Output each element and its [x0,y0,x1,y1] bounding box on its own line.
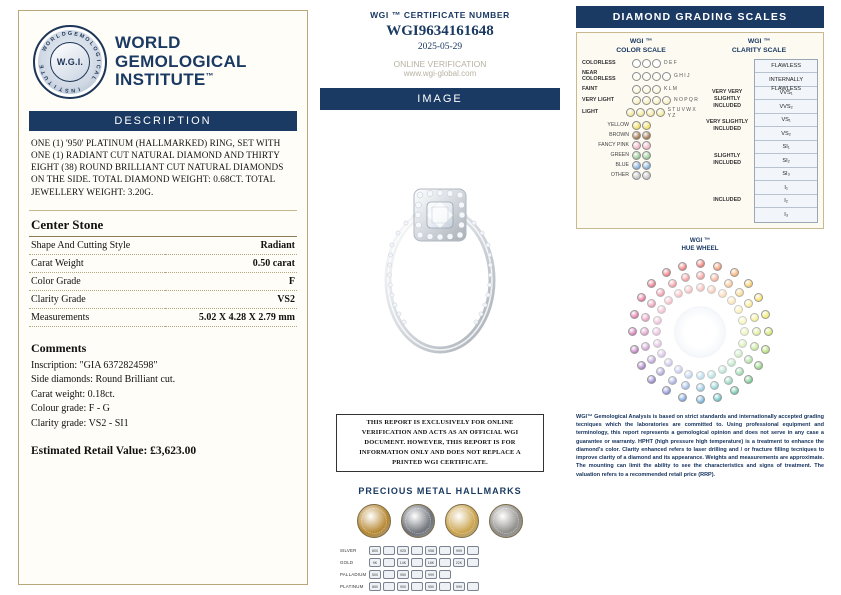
color-gem-icon [656,108,665,117]
fancy-color-label: YELLOW [607,122,629,129]
seal-ring-char: L [89,74,97,81]
seal-ring-char: I [53,83,58,89]
hallmark-mark [411,582,423,591]
table-row [29,272,297,290]
color-gem-row [632,85,661,94]
hallmark-marks [369,582,479,591]
report-notice: THIS REPORT IS EXCLUSIVELY FOR ONLINE VERIFICATION AND ACTS AS AN OFFICIAL WGI DOCUMENT. HOWEVER, THIS REPORT IS FOR INFORMATION ONLY AND DOES NOT REPLACE A PRINTED WGI CERTIFICATE. [336,414,544,472]
hallmark-mark: 950 [397,570,409,579]
comments-list [29,359,297,432]
hue-gem-icon [713,262,722,271]
clarity-grades [754,59,818,223]
fancy-gem-icon [632,151,641,160]
hue-gem-icon [647,355,656,364]
right-panel [576,6,824,589]
clarity-category-label [700,59,754,86]
coin-inner-ring [449,508,475,534]
clarity-grade-item: VVS₁ [755,87,817,101]
color-gem-icon [632,72,641,81]
clarity-grade-item: I₂ [755,195,817,209]
color-group-label: LIGHT [582,109,599,116]
comment-line: Clarity grade: VS2 - SI1 [31,417,129,429]
hallmark-coin [357,504,391,538]
hallmark-mark: 500 [369,570,381,579]
color-gem-icon [652,59,661,68]
clarity-category-label: VERY SLIGHTLY INCLUDED [706,119,749,133]
brand-header [29,17,297,105]
hallmark-row [340,558,540,567]
clarity-grade-item: I₃ [784,211,789,218]
hallmark-mark: 958 [425,546,437,555]
hallmark-table [340,546,540,591]
hue-gem-icon [628,327,637,336]
hue-gem-icon [718,289,727,298]
hue-gem-icon [727,296,736,305]
color-gem-row [632,96,671,105]
hallmark-mark [467,546,479,555]
scales-body [582,59,818,223]
image-band: IMAGE [320,88,560,110]
hue-gem-icon [696,371,705,380]
fancy-color-label: OTHER [610,172,629,179]
hue-gem-icon [696,395,705,404]
color-grade-letters: N O P Q R [674,97,698,104]
clarity-grade-item: FLAWLESS [755,60,817,74]
description-text: ONE (1) '950' PLATINUM (HALLMARKED) RING, SET WITH ONE (1) RADIANT CUT NATURAL DIAMOND AND THIRTY EIGHT (38) ROUND BRILLIANT CUT NATURAL DIAMONDS ON THE SIDE. TOTAL DIAMOND WEIGHT: 0.68CT. TOTAL JEWELLERY WEIGHT: 3.20G. [31,138,284,197]
spec-label: Color Grade [29,272,165,290]
hue-gem-icon [637,361,646,370]
hue-gem-icon [684,370,693,379]
comment-line: Side diamonds: Round Brilliant cut. [31,374,176,386]
fancy-color-row [582,121,700,130]
fancy-gem-icon [632,161,641,170]
hue-gem-icon [681,381,690,390]
hallmark-mark [411,546,423,555]
hue-gem-icon [740,327,749,336]
hue-gem-icon [647,299,656,308]
fancy-gem-icon [632,171,641,180]
coin-inner-ring [493,508,519,534]
hue-gem-icon [647,375,656,384]
clarity-category-label: INCLUDED [713,197,742,204]
verification-url[interactable]: www.wgi-global.com [403,69,477,78]
hue-gem-icon [640,327,649,336]
seal-ring-char: D [61,31,67,39]
hallmark-mark: 850 [369,582,381,591]
hue-gem-icon [730,386,739,395]
hallmark-coin [489,504,523,538]
spec-label: Clarity Grade [29,290,165,308]
color-gem-icon [642,59,651,68]
hallmark-metal-label: GOLD [340,560,354,565]
hue-gem-icon [630,345,639,354]
wgi-seal-icon [33,25,107,99]
hallmark-mark [383,570,395,579]
color-gem-row [626,108,665,117]
color-scale [582,59,700,223]
brand-line-2: GEMOLOGICAL [115,51,247,71]
disclaimer-text: WGI™ Gemological Analysis is based on strict standards and internationally accepted grading tecniques which the laboratories are committed to. Using professional equipment and terminology, this report represents a gemological opinion and does not serve in any case a guarantee or warranty. HPHT (high pressure high temperature) is a treatment to enhance the diamond's color. Clarity enhanced refers to laser drilling and / or fracture filling tecniques to improve clarity of a diamond and its appearance. Weights and measurements are approximate. The mounting can limit the ability to see the characteristics and signs of treatment. The valuation refers to a recommended retail price (RRP). [576,413,824,478]
grading-scales-box [576,32,824,229]
hue-gem-icon [707,285,716,294]
online-verification-label: ONLINE VERIFICATION [393,59,487,69]
fancy-color-list [582,121,700,180]
hue-gem-icon [652,327,661,336]
hallmark-marks [369,570,451,579]
seal-ring-char: C [94,64,101,69]
hallmark-mark [411,570,423,579]
color-gem-icon [632,96,641,105]
brand-name [115,34,247,89]
hue-gem-icon [744,279,753,288]
hallmark-mark: 9K [369,558,381,567]
clarity-scale [700,59,818,223]
color-grade-letters: D E F [664,60,677,67]
table-row [29,254,297,272]
comment-line: Inscription: "GIA 6372824598" [31,359,158,371]
grading-scales-band: DIAMOND GRADING SCALES [576,6,824,28]
certificate-date: 2025-05-29 [417,42,463,52]
spec-label: Carat Weight [29,254,165,272]
seal-ring-char: T [47,79,55,86]
color-gem-icon [642,96,651,105]
hue-gem-icon [754,361,763,370]
hue-gem-icon [653,316,662,325]
estimated-retail-value: Estimated Retail Value: £3,623.00 [31,445,197,458]
spec-value: 0.50 carat [165,254,297,272]
hallmark-mark: 950 [425,582,437,591]
color-gem-icon [642,72,651,81]
hue-gem-icon [730,268,739,277]
hallmark-mark: 18K [425,558,437,567]
color-gem-icon [626,108,635,117]
hue-gem-icon [653,339,662,348]
hallmark-mark: 925 [397,546,409,555]
fancy-gem-icon [642,121,651,130]
seal-ring-char: E [73,31,79,38]
brand-line-1: WORLD [115,33,181,53]
hallmark-mark: 900 [397,582,409,591]
hue-gem-icon [738,339,747,348]
hallmark-mark: 22K [453,558,465,567]
trademark-symbol: ™ [205,71,214,81]
hallmark-mark [383,582,395,591]
color-group-row [582,59,700,68]
hallmark-marks [369,546,479,555]
hue-gem-icon [662,386,671,395]
clarity-grade-item: I₁ [755,181,817,195]
hue-gem-icon [724,376,733,385]
hue-gem-icon [735,367,744,376]
color-group-row [582,107,700,119]
clarity-category-label: SLIGHTLY INCLUDED [713,153,742,166]
clarity-category-label: VERY VERY SLIGHTLY INCLUDED [711,89,743,109]
spec-value: 5.02 X 4.28 X 2.79 mm [165,308,297,326]
fancy-gem-icon [642,151,651,160]
ring-photo [320,110,560,410]
fancy-color-row [582,131,700,140]
hallmark-mark [411,558,423,567]
hue-gem-icon [744,375,753,384]
hue-gem-icon [664,296,673,305]
seal-ring-char: T [58,85,64,92]
hallmark-coins [320,504,560,538]
center-stone-title: Center Stone [31,216,104,232]
color-gem-icon [662,96,671,105]
scales-headers [582,38,818,56]
hue-gem-icon [674,289,683,298]
fancy-gem-row [632,151,651,160]
certificate-header [320,10,560,78]
color-group-row [582,96,700,105]
hallmark-mark: 800 [369,546,381,555]
hue-gem-icon [656,367,665,376]
hue-gem-icon [657,305,666,314]
brand-line-3: INSTITUTE™ [115,70,214,90]
hue-gem-icon [684,285,693,294]
hue-gem-icon [750,313,759,322]
seal-ring-char: O [45,40,53,48]
color-grade-letters: S T U V W X Y Z [667,106,696,119]
hue-gem-icon [656,288,665,297]
description-band: DESCRIPTION [29,111,297,131]
hue-gem-icon [662,268,671,277]
hallmark-row [340,570,540,579]
comment-line: Carat weight: 0.18ct. [31,388,115,400]
color-gem-icon [646,108,655,117]
fancy-gem-row [632,171,651,180]
seal-ring-char: I [94,59,101,62]
hue-gem-icon [724,279,733,288]
seal-ring-char: G [93,51,101,58]
hue-gem-icon [696,383,705,392]
hue-gem-icon [754,293,763,302]
hue-wheel [625,257,775,407]
clarity-grade-item: SI₃ [755,168,817,182]
hallmark-row [340,546,540,555]
clarity-grade-item: SI₂ [755,154,817,168]
hallmark-mark: 999 [453,546,465,555]
hallmark-mark [383,546,395,555]
seal-ring-char: U [43,74,51,82]
hue-gem-icon [657,349,666,358]
hue-gem-icon [674,365,683,374]
fancy-color-label: GREEN [610,152,629,159]
center-panel [320,10,560,589]
color-gem-row [632,72,671,81]
coin-inner-ring [361,508,387,534]
fancy-color-row [582,171,700,180]
fancy-gem-row [632,131,651,140]
spec-value: F [165,272,297,290]
seal-ring-char: G [67,31,73,37]
fancy-gem-icon [642,141,651,150]
fancy-gem-icon [642,171,651,180]
spec-label: Measurements [29,308,165,326]
hue-gem-icon [637,293,646,302]
fancy-gem-icon [642,161,651,170]
color-grade-letters: K L M [664,86,677,93]
fancy-color-row [582,141,700,150]
hue-gem-icon [696,259,705,268]
color-gem-icon [652,96,661,105]
table-row [29,308,297,326]
hue-gem-icon [750,342,759,351]
hallmark-metal-label: PLATINUM [340,584,364,589]
hue-gem-icon [734,349,743,358]
fancy-gem-row [632,141,651,150]
hue-gem-icon [707,370,716,379]
comment-line: Colour grade: F - G [31,403,110,415]
hue-gem-icon [738,316,747,325]
fancy-gem-icon [632,141,641,150]
fancy-gem-icon [632,121,641,130]
hue-gem-icon [710,381,719,390]
hue-gem-icon [641,342,650,351]
seal-ring-char: L [87,40,95,48]
certificate-number-label: WGI ™ CERTIFICATE NUMBER [370,10,510,20]
hue-gem-icon [764,327,773,336]
fancy-color-label: BLUE [615,162,629,169]
ring-illustration [350,145,530,375]
hallmark-mark [383,558,395,567]
comments-title: Comments [31,340,87,355]
seal-ring-char: I [77,85,81,92]
clarity-grade-item: VS₁ [755,114,817,128]
hue-gem-icon [744,355,753,364]
hue-gem-icon [696,283,705,292]
fancy-color-label: FANCY PINK [598,142,629,149]
hallmark-mark: 999 [425,570,437,579]
seal-ring-char: E [39,64,46,69]
hue-gem-icon [744,299,753,308]
hue-gem-icon [761,310,770,319]
seal-ring-char: O [91,45,99,53]
spec-value: Radiant [165,236,297,254]
seal-ring-char: M [78,32,86,41]
seal-ring-char: S [64,86,70,94]
clarity-scale-header: WGI ™ CLARITY SCALE [731,38,787,54]
hallmark-mark: 14K [397,558,409,567]
hue-gem-icon [678,393,687,402]
color-grade-letters: G H I J [674,73,690,80]
hallmark-row [340,582,540,591]
color-gem-icon [662,72,671,81]
color-group-label: NEAR COLORLESS [582,69,616,83]
color-gem-icon [636,108,645,117]
clarity-grade-item: SI₁ [755,141,817,155]
hue-gem-icon [696,271,705,280]
clarity-grade-item: VS₂ [755,127,817,141]
hallmark-mark [439,546,451,555]
hallmark-mark [439,582,451,591]
hallmark-mark [467,558,479,567]
color-group-label: VERY LIGHT [582,96,615,103]
hue-gem-icon [641,313,650,322]
color-group-row [582,70,700,83]
fancy-color-row [582,161,700,170]
color-gem-icon [652,85,661,94]
hue-gem-icon [647,279,656,288]
hallmark-mark [439,558,451,567]
seal-ring-char: A [92,69,100,76]
hue-gem-icon [718,365,727,374]
color-group-label: FAINT [582,85,598,92]
seal-ring-char: O [83,36,91,44]
fancy-gem-row [632,161,651,170]
table-row [29,236,297,254]
hue-gem-icon [713,393,722,402]
hallmark-marks [369,558,479,567]
hue-gem-icon [735,288,744,297]
hallmark-mark [439,570,451,579]
center-stone-table [29,236,297,327]
left-panel [18,10,308,585]
color-gem-icon [652,72,661,81]
fancy-color-label: BROWN [609,132,629,139]
hallmark-metal-label: SILVER [340,548,357,553]
color-group-label: COLORLESS [582,59,616,66]
seal-ring-char: L [55,33,61,41]
fancy-gem-icon [642,131,651,140]
color-gem-icon [632,85,641,94]
seal-core-label: W.G.I. [50,42,90,82]
hallmark-coin [445,504,479,538]
seal-ring-char: N [70,86,76,94]
hue-wheel-hub [674,306,726,358]
clarity-grade-item: VVS₂ [755,100,817,114]
seal-ring-char: R [49,36,57,44]
color-gem-icon [642,85,651,94]
hue-gem-icon [678,262,687,271]
hue-gem-icon [668,376,677,385]
spec-value: VS2 [165,290,297,308]
hue-gem-icon [681,273,690,282]
seal-ring-char: W [41,45,50,53]
hue-wheel-title: WGI ™ HUE WHEEL [681,236,719,252]
hue-gem-icon [668,279,677,288]
hue-gem-icon [710,273,719,282]
table-row [29,290,297,308]
hue-gem-icon [630,310,639,319]
divider [29,210,297,211]
fancy-gem-icon [632,131,641,140]
clarity-grade-item: INTERNALLY FLAWLESS [755,73,817,87]
coin-inner-ring [405,508,431,534]
color-gem-row [632,59,661,68]
spec-label: Shape And Cutting Style [29,236,165,254]
hue-gem-icon [752,327,761,336]
hue-gem-icon [761,345,770,354]
certificate-number: WGI9634161648 [386,23,494,39]
color-scale-header: WGI ™ COLOR SCALE [616,38,666,54]
hallmark-coin [401,504,435,538]
color-gem-icon [632,59,641,68]
fancy-gem-row [632,121,651,130]
hallmark-mark: 999 [453,582,465,591]
clarity-categories [700,59,754,223]
fancy-color-row [582,151,700,160]
hallmark-mark [467,582,479,591]
hue-gem-icon [734,305,743,314]
seal-ring-char: T [40,69,48,76]
hallmark-metal-label: PALLADIUM [340,572,367,577]
hue-gem-icon [727,358,736,367]
precious-metal-hallmarks-title: PRECIOUS METAL HALLMARKS [358,486,522,496]
hue-gem-icon [664,358,673,367]
color-group-row [582,85,700,94]
